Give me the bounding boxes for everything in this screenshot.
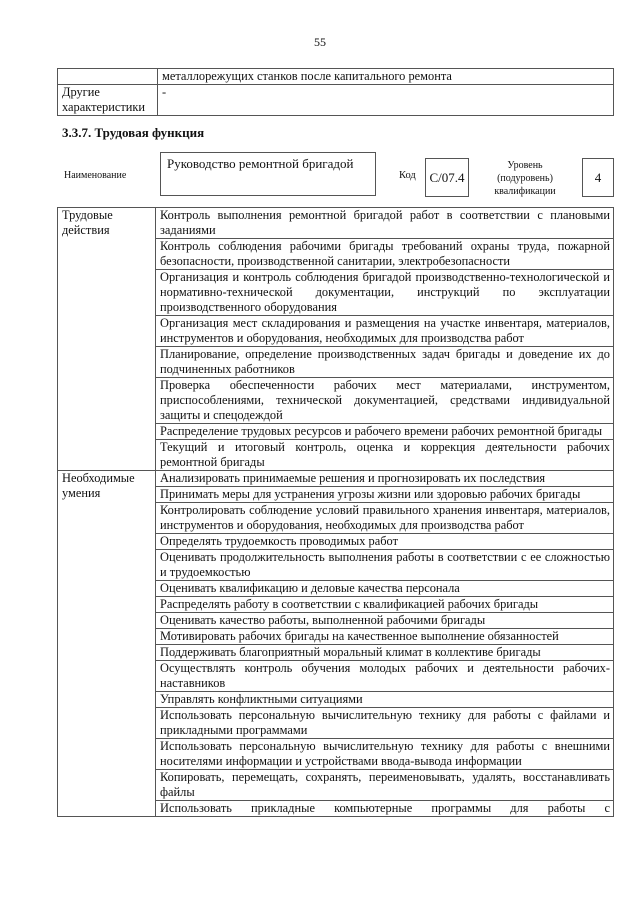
labor-actions-item bbox=[156, 440, 614, 471]
item-text: Использовать прикладные компьютерные программы для работы с bbox=[160, 801, 610, 815]
table-row bbox=[58, 208, 614, 239]
item-text: Копировать, перемещать, сохранять, переименовывать, удалять, восстанавливать файлы bbox=[160, 770, 610, 799]
item-text: Осуществлять контроль обучения молодых рабочих и деятельности рабочих-наставников bbox=[160, 661, 610, 690]
item-text: Использовать персональную вычислительную технику для работы с внешними носителями информации и устройствами ввода-вывода информации bbox=[160, 739, 610, 768]
code-label: Код bbox=[399, 170, 416, 181]
name-value: Руководство ремонтной бригадой bbox=[160, 152, 376, 196]
level-value: 4 bbox=[582, 158, 614, 197]
required-skills-item bbox=[156, 613, 614, 629]
required-skills-item bbox=[156, 581, 614, 597]
labor-actions-item bbox=[156, 208, 614, 239]
code-value: C/07.4 bbox=[425, 158, 469, 197]
table-row bbox=[58, 69, 614, 85]
row-label bbox=[58, 69, 158, 85]
item-text: Принимать меры для устранения угрозы жизни или здоровью рабочих бригады bbox=[160, 487, 581, 501]
labor-function-table bbox=[57, 207, 614, 817]
required-skills-item bbox=[156, 534, 614, 550]
labor-actions-item bbox=[156, 270, 614, 316]
table-row bbox=[58, 85, 614, 116]
required-skills-item bbox=[156, 503, 614, 534]
required-skills-item bbox=[156, 661, 614, 692]
item-text: Управлять конфликтными ситуациями bbox=[160, 692, 363, 706]
required-skills-item bbox=[156, 708, 614, 739]
required-skills-item bbox=[156, 739, 614, 770]
row-value: - bbox=[158, 85, 614, 116]
labor-actions-item bbox=[156, 316, 614, 347]
item-text: Контроль выполнения ремонтной бригадой работ в соответствии с плановыми заданиями bbox=[160, 208, 610, 237]
item-text: Поддерживать благоприятный моральный климат в коллективе бригады bbox=[160, 645, 541, 659]
item-text: Организация и контроль соблюдения бригадой производственно-технологической и нормативно-технической документации, инструкций по эксплуатации производственного оборудования bbox=[160, 270, 610, 314]
labor-actions-item bbox=[156, 239, 614, 270]
item-text: Оценивать продолжительность выполнения работы в соответствии с ее сложностью и трудоемкостью bbox=[160, 550, 610, 579]
required-skills-item bbox=[156, 801, 614, 817]
level-label: Уровень (подуровень) квалификации bbox=[494, 160, 556, 197]
item-text: Анализировать принимаемые решения и прогнозировать их последствия bbox=[160, 471, 546, 485]
required-skills-item bbox=[156, 550, 614, 581]
characteristics-table bbox=[57, 68, 614, 116]
required-skills-item bbox=[156, 770, 614, 801]
labor-actions-item bbox=[156, 378, 614, 424]
row-label: Другие характеристики bbox=[58, 85, 158, 116]
item-text: Определять трудоемкость проводимых работ bbox=[160, 534, 398, 548]
labor-actions-item bbox=[156, 424, 614, 440]
item-text: Распределение трудовых ресурсов и рабочего времени рабочих ремонтной бригады bbox=[160, 424, 603, 438]
required-skills-item bbox=[156, 645, 614, 661]
item-text: Контроль соблюдения рабочими бригады требований охраны труда, пожарной безопасности, производственной санитарии, электробезопасности bbox=[160, 239, 610, 268]
item-text: Использовать персональную вычислительную технику для работы с файлами и прикладными программами bbox=[160, 708, 610, 737]
labor-actions-item bbox=[156, 347, 614, 378]
required-skills-item bbox=[156, 692, 614, 708]
required-skills-label: Необходимые умения bbox=[58, 471, 156, 817]
item-text: Оценивать квалификацию и деловые качества персонала bbox=[160, 581, 460, 595]
table-row bbox=[58, 471, 614, 487]
item-text: Мотивировать рабочих бригады на качественное выполнение обязанностей bbox=[160, 629, 559, 643]
required-skills-item bbox=[156, 471, 614, 487]
name-label: Наименование bbox=[64, 170, 127, 181]
labor-actions-label: Трудовые действия bbox=[58, 208, 156, 471]
section-heading: 3.3.7. Трудовая функция bbox=[62, 125, 205, 140]
item-text: Контролировать соблюдение условий правильного хранения инвентаря, материалов, инструментов и оборудования, необходимых для производства работ bbox=[160, 503, 610, 532]
row-value: металлорежущих станков после капитального ремонта bbox=[158, 69, 614, 85]
item-text: Планирование, определение производственных задач бригады и доведение их до подчиненных работников bbox=[160, 347, 610, 376]
item-text: Распределять работу в соответствии с квалификацией рабочих бригады bbox=[160, 597, 539, 611]
item-text: Оценивать качество работы, выполненной рабочими бригады bbox=[160, 613, 486, 627]
item-text: Проверка обеспеченности рабочих мест материалами, инструментом, приспособлениями, технической документацией, средствами индивидуальной защиты и спецодеждой bbox=[160, 378, 610, 422]
item-text: Организация мест складирования и размещения на участке инвентаря, материалов, инструментов и оборудования, необходимых для производства работ bbox=[160, 316, 610, 345]
required-skills-item bbox=[156, 629, 614, 645]
item-text: Текущий и итоговый контроль, оценка и коррекция деятельности рабочих ремонтной бригады bbox=[160, 440, 610, 469]
page-number: 55 bbox=[314, 35, 326, 49]
required-skills-item bbox=[156, 597, 614, 613]
required-skills-item bbox=[156, 487, 614, 503]
